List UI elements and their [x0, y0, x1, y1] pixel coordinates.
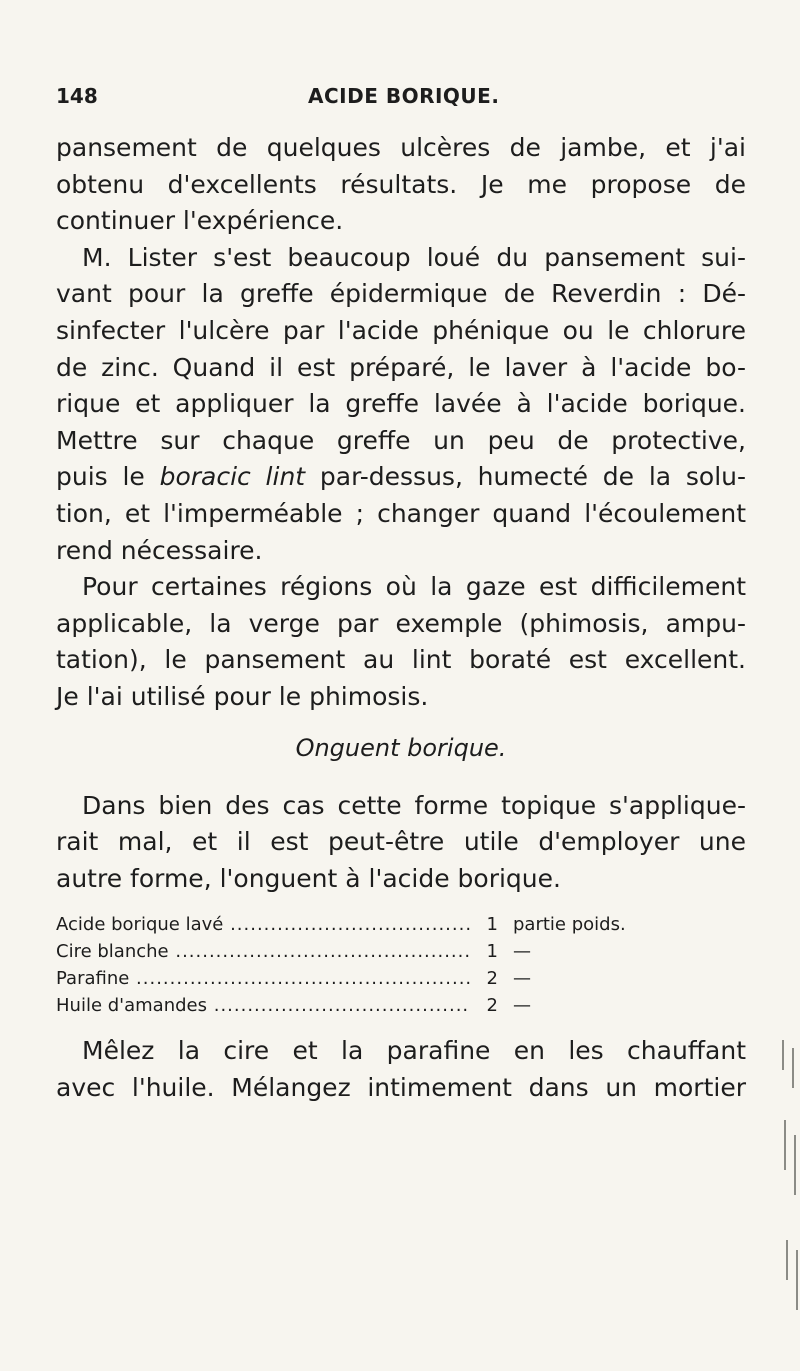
- text-line: continuer l'expérience.: [56, 206, 344, 236]
- running-title: ACIDE BORIQUE.: [308, 84, 500, 108]
- text-line: sinfecter l'ulcère par l'acide phénique ou le chlorure: [56, 315, 746, 345]
- ingredient-name: Huile d'amandes .....: [56, 992, 471, 1019]
- section-title: Onguent borique.: [295, 733, 507, 762]
- ingredient-name: Parafine .....: [56, 965, 471, 992]
- ingredient-quantity: 1: [486, 941, 498, 963]
- paragraph-3: [56, 569, 746, 715]
- italic-term: boracic lint: [159, 462, 306, 492]
- paragraph-5: [56, 1033, 746, 1106]
- ingredient-name: Cire blanche .....: [56, 938, 471, 965]
- page-header: [56, 84, 746, 114]
- ingredient-quantity: 2: [486, 995, 498, 1017]
- text-line: tation), le pansement au lint boraté est excellent.: [56, 645, 746, 675]
- text-line: M. Lister s'est beaucoup loué du pansement sui-: [82, 242, 746, 272]
- text-line: rend nécessaire.: [56, 535, 263, 565]
- recipe-item: [56, 938, 746, 965]
- edge-mark: [796, 1250, 798, 1310]
- text-run: puis le: [56, 462, 160, 492]
- text-line: Pour certaines régions où la gaze est difficilement: [82, 572, 746, 602]
- text-line: avec l'huile. Mélangez intimement dans un mortier: [56, 1072, 746, 1102]
- binding-edge-marks: [780, 1040, 800, 1340]
- recipe-item: [56, 911, 746, 938]
- text-line: rait mal, et il est peut-être utile d'employer une: [56, 827, 746, 857]
- text-line: obtenu d'excellents résultats. Je me propose de: [56, 169, 746, 199]
- text-run: par-dessus, humecté de la solu-: [305, 462, 747, 492]
- recipe-item: [56, 992, 746, 1019]
- text-line: de zinc. Quand il est préparé, le laver à l'acide bo-: [56, 352, 746, 382]
- text-line: Mêlez la cire et la parafine en les chauffant: [82, 1036, 746, 1066]
- text-line: tion, et l'imperméable ; changer quand l'écoulement: [56, 498, 746, 528]
- text-line: autre forme, l'onguent à l'acide borique.: [56, 863, 561, 893]
- ingredient-unit: —: [513, 968, 531, 990]
- ingredient-unit: —: [513, 995, 531, 1017]
- edge-mark: [782, 1040, 784, 1070]
- edge-mark: [792, 1048, 794, 1088]
- text-line: pansement de quelques ulcères de jambe, et j'ai: [56, 133, 746, 162]
- paragraph-4: [56, 788, 746, 898]
- ingredient-unit: —: [513, 941, 531, 963]
- edge-mark: [784, 1120, 786, 1170]
- ingredient-unit: partie poids.: [513, 914, 626, 936]
- paragraph-1: [56, 130, 746, 240]
- text-line: applicable, la verge par exemple (phimosis, ampu-: [56, 608, 746, 638]
- text-line: Je l'ai utilisé pour le phimosis.: [56, 681, 429, 711]
- text-line: rique et appliquer la greffe lavée à l'acide borique.: [56, 389, 746, 419]
- text-line: Mettre sur chaque greffe un peu de protective,: [56, 425, 746, 455]
- edge-mark: [786, 1240, 788, 1280]
- paragraph-2: [56, 240, 746, 569]
- page-body: [56, 130, 746, 1106]
- text-line: [56, 459, 746, 496]
- edge-mark: [794, 1135, 796, 1195]
- text-line: vant pour la greffe épidermique de Reverdin : Dé-: [56, 279, 746, 309]
- ingredient-name: Acide borique lavé .....: [56, 911, 471, 938]
- ingredient-quantity: 1: [486, 914, 498, 936]
- ingredient-quantity: 2: [486, 968, 498, 990]
- text-line: Dans bien des cas cette forme topique s'applique-: [82, 790, 746, 820]
- recipe-list: [56, 911, 746, 1019]
- page-number: 148: [56, 84, 98, 108]
- recipe-item: [56, 965, 746, 992]
